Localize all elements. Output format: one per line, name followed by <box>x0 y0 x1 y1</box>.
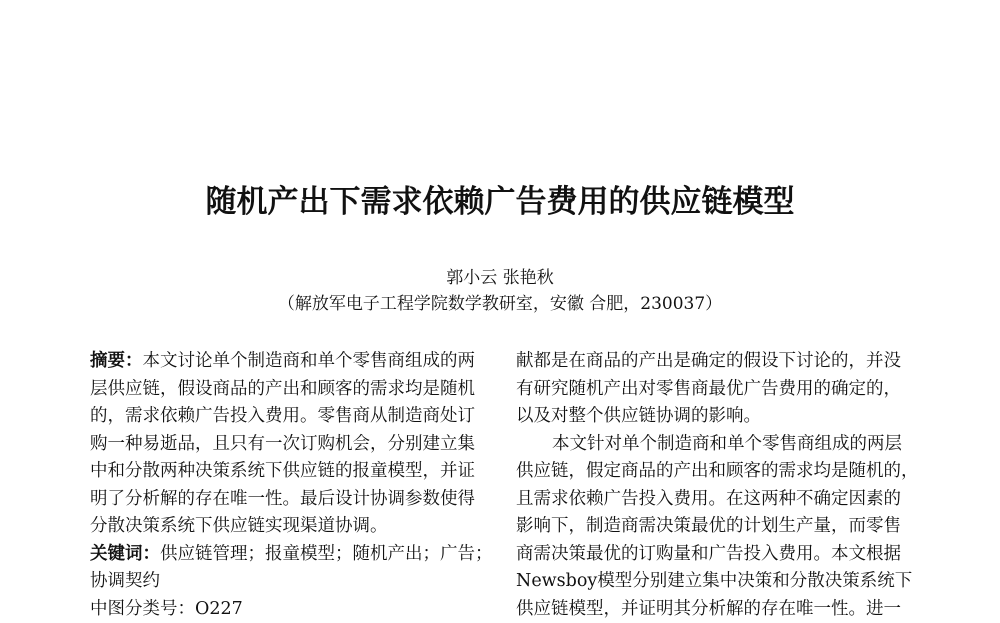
body-line: 商需决策最优的订购量和广告投入费用。本文根据 <box>516 541 906 569</box>
body-line: Newsboy模型分别建立集中决策和分散决策系统下 <box>516 568 906 596</box>
body-line: 供应链模型，并证明其分析解的存在唯一性。进一 <box>516 596 906 623</box>
abstract-label: 摘要： <box>90 351 143 371</box>
keywords-line: 协调契约 <box>90 568 485 596</box>
body-line: 供应链，假定商品的产出和顾客的需求均是随机的， <box>516 458 906 486</box>
left-column <box>90 348 485 623</box>
right-column <box>516 348 906 623</box>
abstract-line: 中和分散两种决策系统下供应链的报童模型，并证 <box>90 458 485 486</box>
keywords-line <box>90 541 485 569</box>
abstract-line: 层供应链，假设商品的产出和顾客的需求均是随机 <box>90 376 485 404</box>
body-line: 且需求依赖广告投入费用。在这两种不确定因素的 <box>516 486 906 514</box>
body-line: 献都是在商品的产出是确定的假设下讨论的，并没 <box>516 348 906 376</box>
body-line: 以及对整个供应链协调的影响。 <box>516 403 906 431</box>
body-line: 本文针对单个制造商和单个零售商组成的两层 <box>516 431 906 459</box>
paper-affiliation: （解放军电子工程学院数学教研室，安徽 合肥，230037） <box>0 289 1000 314</box>
paper-title: 随机产出下需求依赖广告费用的供应链模型 <box>0 176 1000 221</box>
body-line: 影响下，制造商需决策最优的计划生产量，而零售 <box>516 513 906 541</box>
body-line: 有研究随机产出对零售商最优广告费用的确定的， <box>516 376 906 404</box>
abstract-line: 分散决策系统下供应链实现渠道协调。 <box>90 513 485 541</box>
abstract-line: 购一种易逝品，且只有一次订购机会，分别建立集 <box>90 431 485 459</box>
abstract-text: 本文讨论单个制造商和单个零售商组成的两 <box>143 351 476 371</box>
clc-number: 中图分类号：O227 <box>90 596 485 623</box>
keywords-text: 供应链管理；报童模型；随机产出；广告； <box>160 544 493 564</box>
abstract-line: 的，需求依赖广告投入费用。零售商从制造商处订 <box>90 403 485 431</box>
paper-authors: 郭小云 张艳秋 <box>0 263 1000 288</box>
abstract-line <box>90 348 485 376</box>
abstract-line: 明了分析解的存在唯一性。最后设计协调参数使得 <box>90 486 485 514</box>
keywords-label: 关键词： <box>90 544 160 564</box>
